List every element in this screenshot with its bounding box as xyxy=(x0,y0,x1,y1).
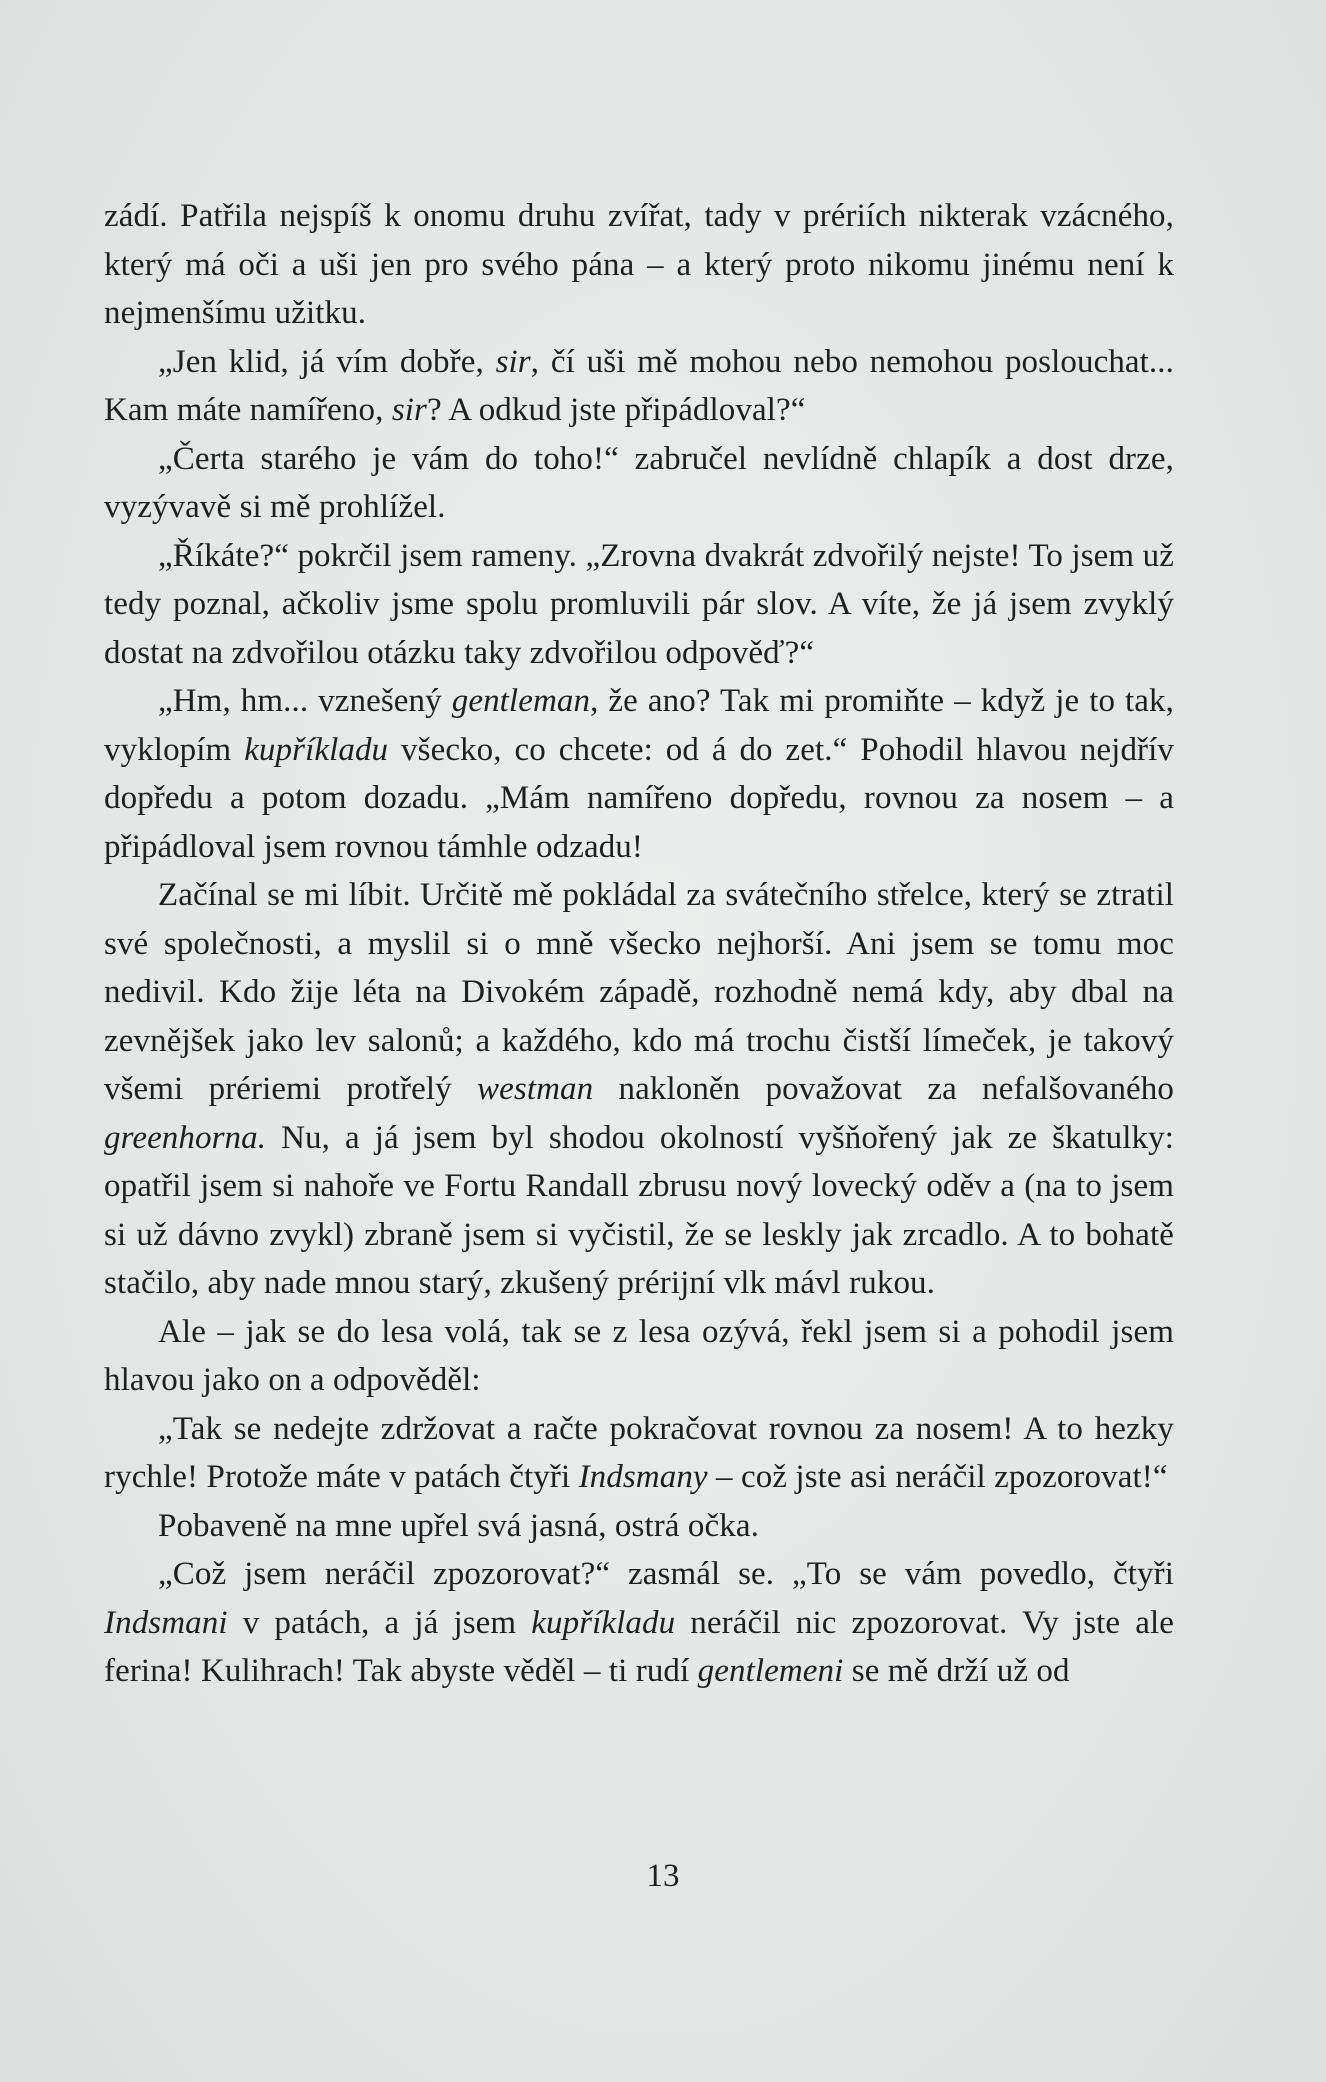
paragraph xyxy=(104,532,1174,678)
body-text xyxy=(104,192,1174,1696)
paragraph xyxy=(104,1405,1174,1502)
paragraph xyxy=(104,1550,1174,1696)
paragraph xyxy=(104,338,1174,435)
text-run: , že ano? Tak mi promiňte – když je to tak, vyklopím xyxy=(104,683,1175,768)
text-run: „Čerta starého je vám do toho!“ zabručel nevlídně chlapík a dost drze, vyzývavě si mě prohlížel. xyxy=(104,440,1174,525)
italic-text: kupříkladu xyxy=(244,731,389,768)
italic-text: Indsmany xyxy=(578,1459,708,1495)
italic-text: sir xyxy=(391,392,427,428)
text-run: , čí uši mě mohou nebo nemohou poslouchat... Kam máte namířeno, xyxy=(104,343,1174,428)
text-run: se mě drží už od xyxy=(843,1653,1070,1689)
text-run: Ale – jak se do lesa volá, tak se z lesa ozývá, řekl jsem si a pohodil jsem hlavou jako on a odpověděl: xyxy=(104,1313,1174,1398)
page-number: 13 xyxy=(646,1858,680,1894)
italic-text: Indsmani xyxy=(104,1604,228,1641)
text-run: „Hm, hm... vznešený xyxy=(158,683,452,719)
text-run: Začínal se mi líbit. Určitě mě pokládal za svátečního střelce, který se ztratil své společnosti, a myslil si o mně všecko nejhorší. Ani jsem se tomu moc nedivil. Kdo žije léta na Divokém západě, rozhodně nemá kdy, aby dbal na zevnějšek jako lev salonů; a každého, kdo má trochu čistší límeček, je takový všemi prériemi protřelý xyxy=(104,877,1174,1107)
text-run: ? A odkud jste připádloval?“ xyxy=(426,392,806,428)
italic-text: gentlemeni xyxy=(697,1653,844,1689)
text-run: v patách, a já jsem xyxy=(227,1604,532,1641)
paragraph xyxy=(104,435,1174,532)
paragraph xyxy=(104,1502,1174,1551)
italic-text: westman xyxy=(477,1071,594,1107)
text-run: neráčil nic zpozorovat. Vy jste ale ferina! Kulihrach! Tak abyste věděl – ti rudí xyxy=(104,1604,1174,1689)
italic-text: greenhorna. xyxy=(104,1119,267,1156)
paragraph xyxy=(104,192,1174,338)
page-content xyxy=(104,192,1174,1696)
paragraph xyxy=(104,677,1174,871)
text-run: všecko, co chcete: od á do zet.“ Pohodil hlavou nejdřív dopředu a potom dozadu. „Mám namířeno dopředu, rovnou za nosem – a připádloval jsem rovnou támhle odzadu! xyxy=(104,731,1174,865)
text-run: „Tak se nedejte zdržovat a račte pokračovat rovnou za nosem! A to hezky rychle! Protože máte v patách čtyři xyxy=(104,1410,1174,1495)
text-run: Nu, a já jsem byl shodou okolností vyšňořený jak ze škatulky: opatřil jsem si nahoře ve Fortu Randall zbrusu nový lovecký oděv a (na to jsem si už dávno zvykl) zbraně jsem si vyčistil, že se leskly jak zrcadlo. A to bohatě stačilo, aby nade mnou starý, zkušený prérijní vlk mávl rukou. xyxy=(104,1119,1174,1301)
text-run: „Což jsem neráčil zpozorovat?“ zasmál se. „To se vám povedlo, čtyři xyxy=(158,1556,1174,1592)
paragraph xyxy=(104,1308,1174,1405)
text-run: Pobaveně na mne upřel svá jasná, ostrá očka. xyxy=(158,1507,759,1544)
text-run: zádí. Patřila nejspíš k onomu druhu zvířat, tady v prériích nikterak vzácného, který má oči a uši jen pro svého pána – a který proto nikomu jinému není k nejmenšímu užitku. xyxy=(104,198,1174,331)
italic-text: sir xyxy=(495,343,531,380)
text-run: „Jen klid, já vím dobře, xyxy=(158,343,496,380)
text-run: – což jste asi neráčil zpozorovat!“ xyxy=(707,1459,1168,1495)
text-run: nakloněn považovat za nefalšovaného xyxy=(593,1071,1174,1107)
italic-text: gentleman xyxy=(451,683,591,719)
paragraph xyxy=(104,871,1174,1308)
italic-text: kupříkladu xyxy=(531,1604,676,1641)
text-run: „Říkáte?“ pokrčil jsem rameny. „Zrovna dvakrát zdvořilý nejste! To jsem už tedy poznal, ačkoliv jsme spolu promluvili pár slov. A víte, že já jsem zvyklý dostat na zdvořilou otázku taky zdvořilou odpověď?“ xyxy=(104,537,1174,671)
